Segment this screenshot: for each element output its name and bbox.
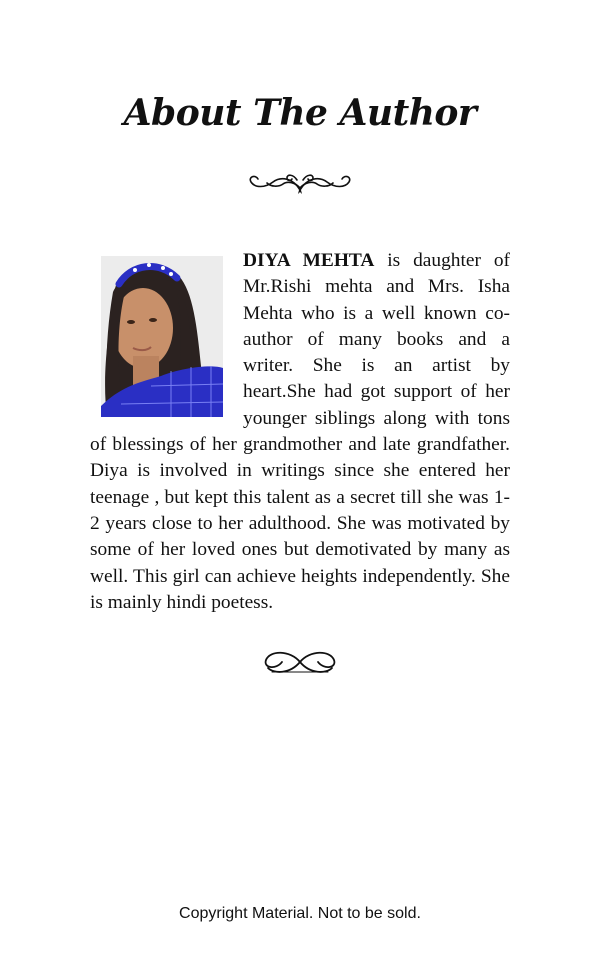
bio-text: is daughter of Mr.Rishi mehta and Mrs. Isha Mehta who is a well known co-author of many books and a writer. She is an artist by heart.She had got support of her younger siblings along with tons of blessings of her grandmother and late grandfather. Diya is involved in writings since she entered her teenage , but kept this talent as a secret till she was 1-2 years close to her adulthood. She was motivated by some of her loved ones but demotivated by many as well. This girl can achieve heights independently. She is mainly hindi poetess. [90, 250, 510, 613]
author-photo [101, 256, 223, 417]
author-bio [90, 248, 510, 616]
flourish-divider-icon [243, 168, 357, 196]
copyright-footer: Copyright Material. Not to be sold. [179, 905, 421, 922]
page-title: About The Author [123, 92, 477, 134]
author-name: DIYA MEHTA [243, 250, 375, 271]
infinity-flourish-icon [260, 648, 340, 676]
